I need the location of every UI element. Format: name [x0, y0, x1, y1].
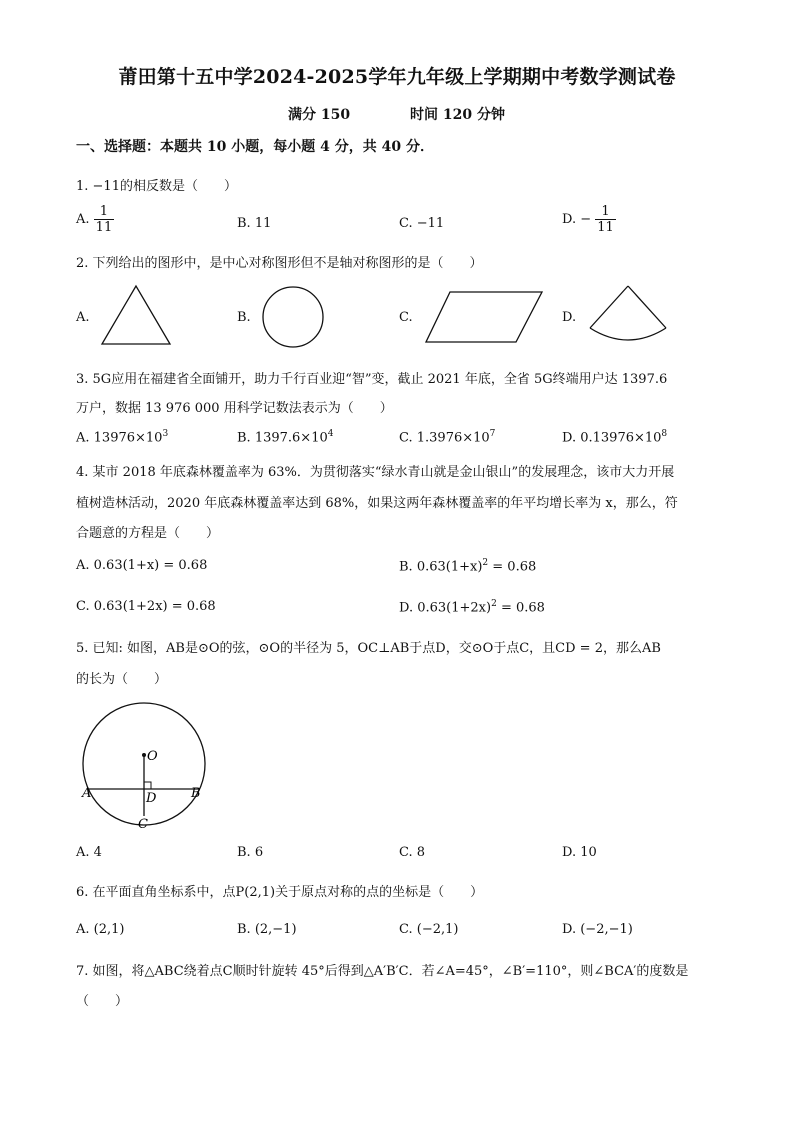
q3-b-exponent: 4: [327, 429, 334, 439]
q3-d-text: D. 0.13976×10: [562, 430, 662, 446]
q1-option-a-label: A.: [76, 212, 90, 227]
q6-option-c: C. (−2,1): [399, 922, 459, 937]
label-a: A: [82, 786, 92, 801]
cone-figure: [586, 284, 670, 346]
q2-option-b-label: B.: [237, 310, 251, 325]
q4-option-b: [399, 558, 536, 574]
q1-d-denominator: 11: [597, 220, 614, 235]
section-heading: 一、选择题：本题共 10 小题，每小题 4 分，共 40 分．: [76, 139, 434, 155]
label-b: B: [191, 786, 201, 801]
q1-option-a-fraction: [94, 204, 115, 235]
right-angle-mark: [144, 782, 151, 789]
q1-option-d-fraction: [595, 204, 616, 235]
q1-option-d: [562, 204, 616, 235]
q4-option-a: A. 0.63(1+x) = 0.68: [76, 558, 208, 573]
q5-option-d: D. 10: [562, 845, 597, 860]
q1-a-numerator: 1: [94, 204, 115, 220]
q4-b-exponent: 2: [482, 558, 489, 568]
q4-d-exponent: 2: [491, 599, 497, 609]
question-4-line1: 4. 某市 2018 年底森林覆盖率为 63%．为贯彻落实“绿水青山就是金山银山”的发展理念，该市大力开展: [76, 465, 675, 480]
label-c: C: [138, 817, 148, 832]
q4-b-text: B. 0.63(1+x): [399, 559, 483, 575]
q1-a-denominator: 11: [95, 220, 113, 235]
q3-d-exponent: 8: [661, 429, 668, 439]
exam-title: 莆田第十五中学2024-2025学年九年级上学期期中考数学测试卷: [118, 66, 676, 88]
q3-option-c: [399, 429, 495, 445]
label-d: D: [146, 791, 157, 806]
question-2-stem: 2. 下列给出的图形中，是中心对称图形但不是轴对称图形的是（ ）: [76, 256, 483, 271]
question-5-line2: 的长为（ ）: [76, 672, 168, 687]
q2-option-a-label: A.: [76, 310, 90, 325]
full-score: 满分 150: [288, 107, 351, 123]
q4-d-tail: = 0.68: [496, 600, 545, 616]
q1-option-a: [76, 204, 114, 235]
exam-time: 时间 120 分钟: [410, 107, 505, 123]
q5-option-a: A. 4: [76, 845, 102, 860]
q2-option-c-label: C.: [399, 310, 413, 325]
q3-option-d: [562, 429, 667, 445]
question-4-line2: 植树造林活动，2020 年底森林覆盖率达到 68%，如果这两年森林覆盖率的年平均增长率为 x，那么，符: [76, 496, 678, 511]
question-1-stem: 1. −11的相反数是（ ）: [76, 179, 237, 194]
center-point: [142, 753, 146, 757]
q6-option-b: B. (2,−1): [237, 922, 297, 937]
question-3-line2: 万户，数据 13 976 000 用科学记数法表示为（ ）: [76, 401, 393, 416]
question-4-line3: 合题意的方程是（ ）: [76, 526, 220, 541]
q6-option-d: D. (−2,−1): [562, 922, 633, 937]
question-7-line1: 7. 如图，将△ABC绕着点C顺时针旋转 45°后得到△A′B′C．若∠A=45°，∠B′=110°，则∠BCA′的度数是: [76, 964, 689, 979]
q3-c-text: C. 1.3976×10: [399, 430, 490, 446]
q3-c-exponent: 7: [489, 429, 496, 439]
q3-b-text: B. 1397.6×10: [237, 430, 328, 446]
question-7-line2: （ ）: [76, 994, 129, 1009]
parallelogram-figure: [424, 290, 544, 344]
q3-a-text: A. 13976×10: [76, 430, 163, 446]
q3-option-a: [76, 429, 168, 445]
triangle-figure: [100, 284, 172, 346]
q4-option-d: [399, 599, 545, 615]
question-3-line1: 3. 5G应用在福建省全面铺开，助力千行百业迎“智”变，截止 2021 年底，全省 5G终端用户达 1397.6: [76, 372, 668, 387]
q1-option-c: C. −11: [399, 216, 445, 231]
q1-option-b: B. 11: [237, 216, 272, 231]
question-6-stem: 6. 在平面直角坐标系中，点P(2,1)关于原点对称的点的坐标是（ ）: [76, 885, 484, 900]
q3-option-b: [237, 429, 333, 445]
q6-option-a: A. (2,1): [76, 922, 125, 937]
label-o: O: [147, 749, 158, 764]
question-5-line1: 5. 已知: 如图，AB是⊙O的弦，⊙O的半径为 5，OC⊥AB于点D，交⊙O于点C，且CD = 2，那么AB: [76, 641, 661, 656]
circle-chord-diagram: [76, 698, 216, 836]
q5-option-c: C. 8: [399, 845, 426, 860]
q2-option-d-label: D.: [562, 310, 577, 325]
q1-d-numerator: 1: [595, 204, 616, 220]
q1-option-d-label: D. −: [562, 212, 592, 227]
q4-option-c: C. 0.63(1+2x) = 0.68: [76, 599, 216, 614]
q4-b-tail: = 0.68: [488, 559, 537, 575]
q4-d-text: D. 0.63(1+2x): [399, 600, 492, 616]
q5-option-b: B. 6: [237, 845, 264, 860]
q3-a-exponent: 3: [162, 429, 169, 439]
circle-figure: [262, 286, 326, 350]
